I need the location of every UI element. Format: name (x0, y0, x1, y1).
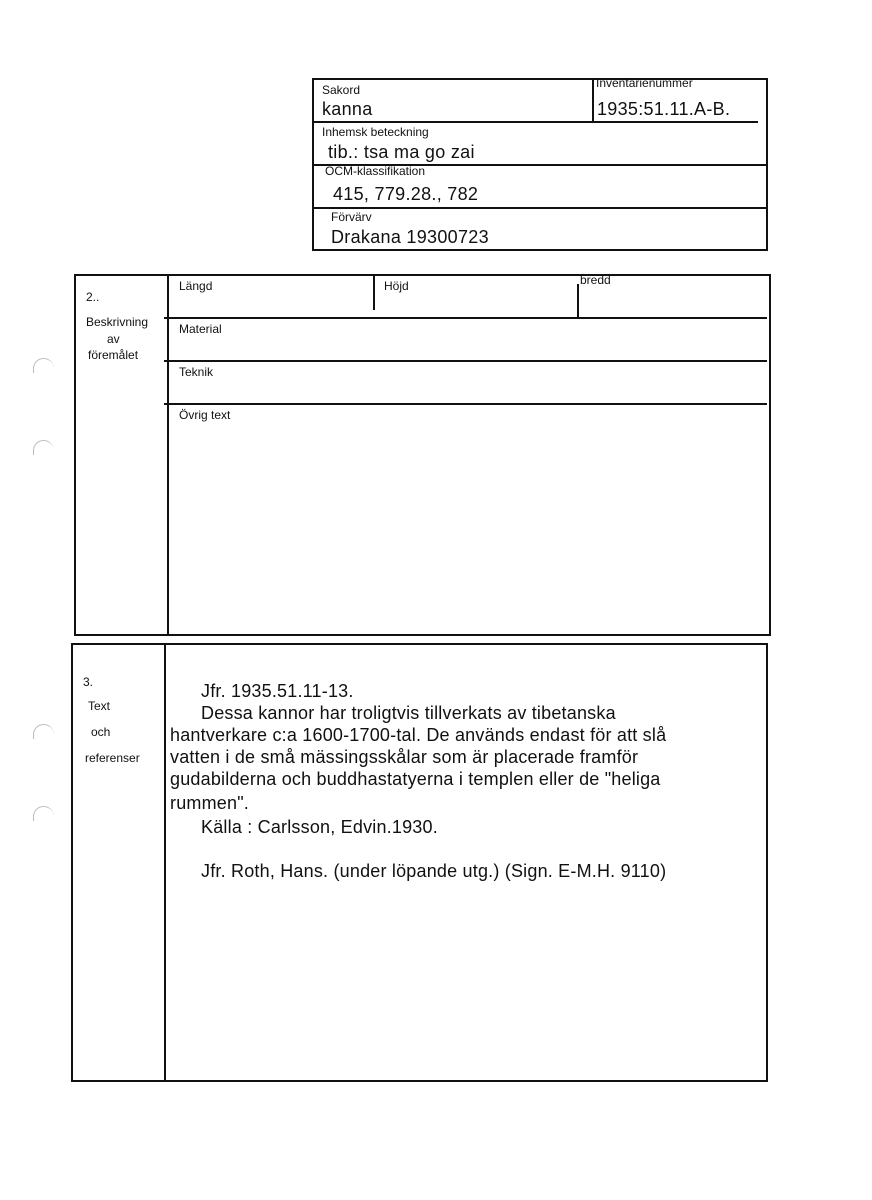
section3-side-line-2: och (91, 725, 111, 739)
section3-side-line-1: Text (88, 699, 111, 713)
length-label: Längd (179, 279, 213, 293)
reference-line-4: vatten i de små mässingsskålar som är placerade framför (170, 747, 639, 767)
binder-hole-2 (33, 440, 54, 455)
length-height-divider (373, 274, 375, 310)
reference-line-5: gudabilderna och buddhastatyerna i templen eller de "heliga (170, 769, 661, 789)
other-text-label: Övrig text (179, 408, 231, 422)
reference-line-3: hantverkare c:a 1600-1700-tal. De används endast för att slå (170, 725, 667, 745)
section2-row-line-1 (164, 317, 767, 319)
section2-side-line-1: Beskrivning (86, 315, 149, 329)
section2-number: 2.. (86, 290, 100, 304)
binder-hole-3 (33, 724, 54, 739)
section2-row-line-3 (164, 403, 767, 405)
section3-side-line-3: referenser (85, 751, 140, 765)
reference-line-6: rummen". (170, 793, 250, 813)
reference-line-1: Jfr. 1935.51.11-13. (201, 681, 354, 701)
acquisition-value: Drakana 19300723 (331, 227, 489, 247)
material-label: Material (179, 322, 222, 336)
sakord-label: Sakord (322, 83, 361, 97)
section3-number: 3. (83, 675, 94, 689)
height-width-divider (577, 284, 579, 318)
reference-line-2: Dessa kannor har troligtvis tillverkats av tibetanska (201, 703, 616, 723)
reference-line-7: Källa : Carlsson, Edvin.1930. (201, 817, 438, 837)
section2-row-line-2 (164, 360, 767, 362)
native-value: tib.: tsa ma go zai (328, 142, 475, 162)
ocm-label: OCM-klassifikation (325, 164, 426, 178)
inventory-value: 1935:51.11.A-B. (597, 99, 731, 119)
section2-side-line-2: av (107, 332, 120, 346)
header-divider-vertical (592, 78, 594, 122)
ocm-value: 415, 779.28., 782 (333, 184, 479, 204)
height-label: Höjd (384, 279, 409, 293)
header-divider-3 (312, 207, 768, 209)
section2-side-divider (167, 274, 169, 636)
section2-side-line-3: föremålet (88, 348, 139, 362)
inventory-label: Inventarienummer (596, 76, 693, 90)
binder-hole-4 (33, 806, 54, 821)
binder-hole-1 (33, 358, 54, 373)
acquisition-label: Förvärv (331, 210, 372, 224)
native-label: Inhemsk beteckning (322, 125, 429, 139)
section3-side-divider (164, 643, 166, 1082)
header-divider-1 (312, 121, 758, 123)
reference-line-8: Jfr. Roth, Hans. (under löpande utg.) (Sign. E-M.H. 9110) (201, 861, 667, 881)
sakord-value: kanna (322, 99, 373, 119)
technique-label: Teknik (179, 365, 214, 379)
width-label: bredd (580, 273, 611, 287)
